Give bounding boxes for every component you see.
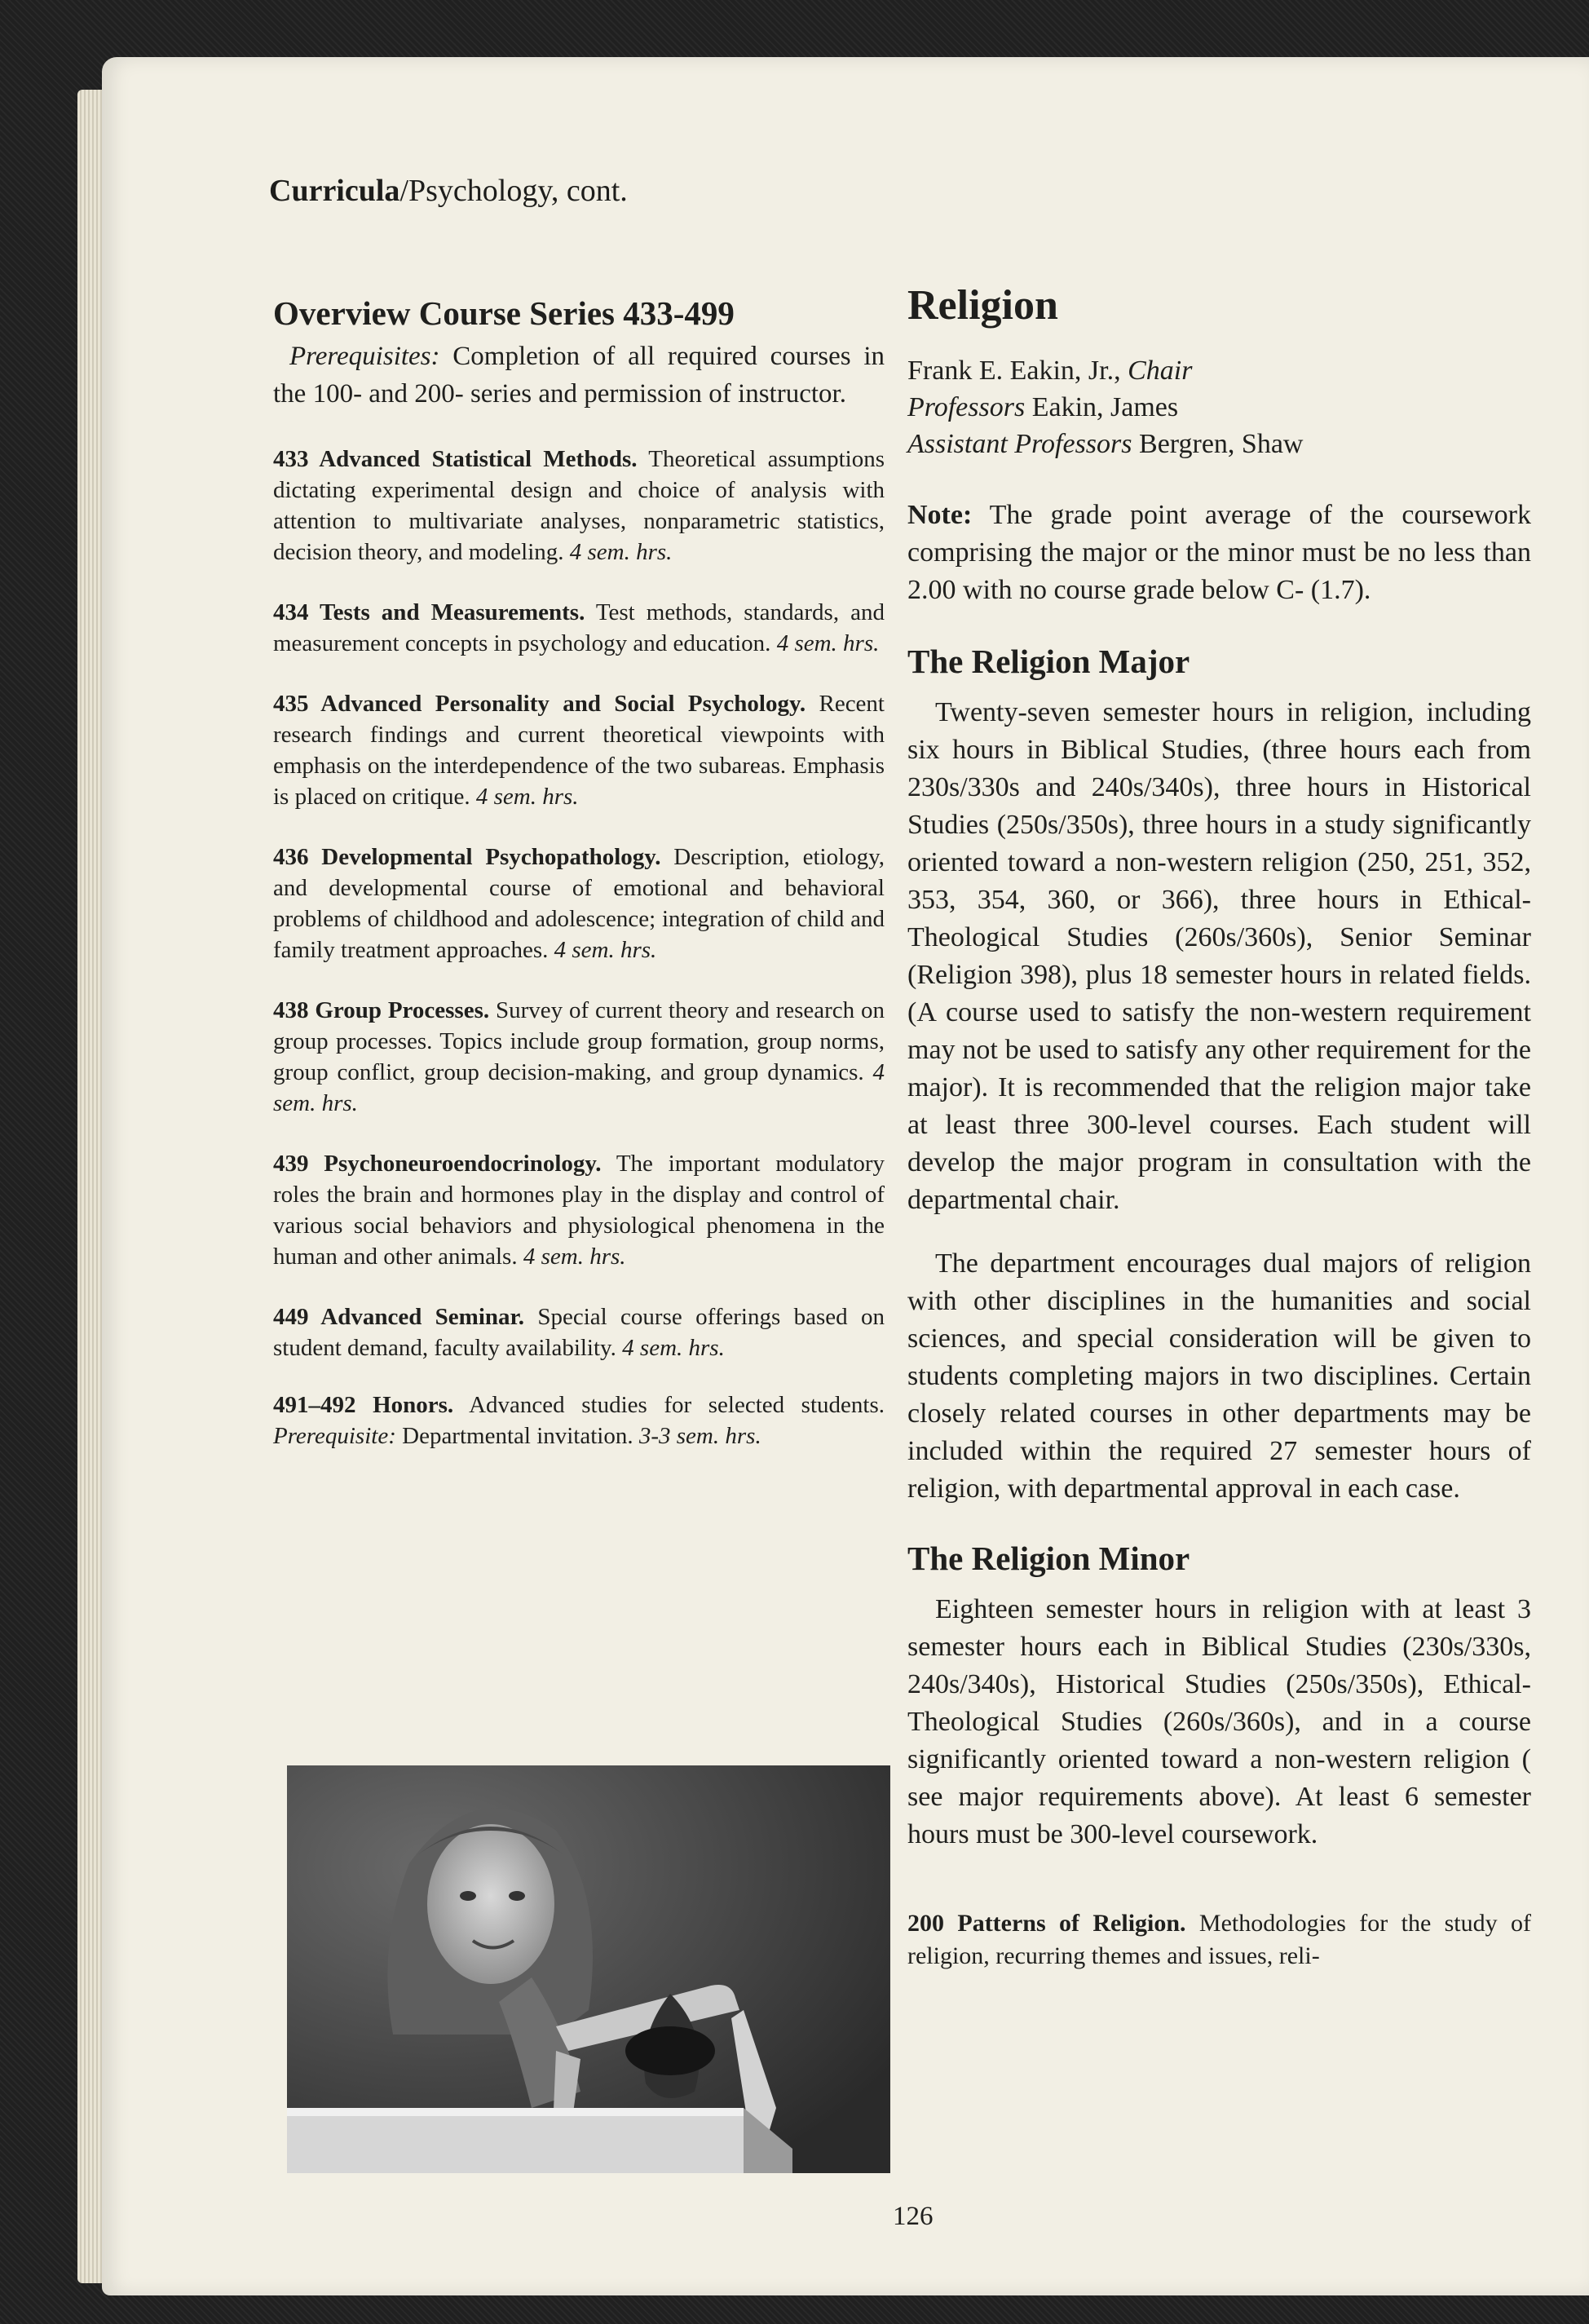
course-449 <box>273 1301 885 1363</box>
minor-paragraph: Eighteen semester hours in religion with at least 3 semester hours each in Biblical Studies (230s/330s, 240s/340s), Historical Studies (250s/350s), Ethical-Theological Studies (260s/360s), and in a course significantly oriented toward a non-western religion ( see major requirements above). At least 6 semester hours must be 300-level coursework. <box>907 1594 1531 1849</box>
course-desc: Advanced studies for selected students. <box>453 1392 885 1418</box>
course-439 <box>273 1148 885 1272</box>
course-name: 491–492 Honors. <box>273 1392 454 1418</box>
course-436 <box>273 842 885 965</box>
course-name: 434 Tests and Measurements. <box>273 599 585 625</box>
faculty-professors <box>907 389 1531 426</box>
faculty-role: Professors <box>907 392 1026 422</box>
course-434 <box>273 597 885 659</box>
course-name: 435 Advanced Personality and Social Psychology. <box>273 691 806 717</box>
course-491-492 <box>273 1390 885 1451</box>
course-433 <box>273 444 885 568</box>
page-number: 126 <box>893 2202 934 2231</box>
course-desc: Description, etiology, and developmental course of emotional and behavioral problems of childhood and adolescence; integration of child and family treatment approaches. <box>273 844 885 963</box>
course-hours: 4 sem. hrs. <box>273 1059 885 1116</box>
faculty-assistant-professors <box>907 426 1531 462</box>
major-paragraph-2: The department encourages dual majors of religion with other disciplines in the humanities and social sciences, and special consideration will be given to students completing majors in two disciplines. Certain closely related courses in other departments may be included within the required 27 semester hours of religion, with departmental approval in each case. <box>907 1248 1531 1504</box>
course-435 <box>273 688 885 812</box>
course-desc: Survey of current theory and research on group processes. Topics include group formation, group norms, group conflict, group decision-making, and group dynamics. <box>273 997 885 1085</box>
course-hours: 3-3 sem. hrs. <box>638 1423 761 1449</box>
student-photo <box>287 1765 890 2173</box>
course-desc: Theoretical assumptions dictating experimental design and choice of analysis with attention to multivariate analyses, nonparametric statistics, decision theory, and modeling. <box>273 446 885 565</box>
overview-prerequisites <box>273 338 885 413</box>
overview-title: Overview Course Series 433-499 <box>273 294 735 332</box>
course-desc: Methodologies for the study of religion, recurring themes and issues, reli- <box>907 1910 1531 1969</box>
right-column <box>907 281 1531 1973</box>
course-name: 436 Developmental Psychopathology. <box>273 844 661 870</box>
course-200 <box>907 1907 1531 1973</box>
grade-note <box>907 497 1531 609</box>
course-desc: Test methods, standards, and measurement concepts in psychology and education. <box>273 599 885 656</box>
prereq-label: Prerequisites: <box>289 342 440 371</box>
faculty-chair <box>907 352 1531 389</box>
faculty-name: Bergren, Shaw <box>1132 429 1304 459</box>
faculty-name: Eakin, James <box>1025 392 1179 422</box>
course-name: 449 Advanced Seminar. <box>273 1304 524 1330</box>
course-hours: 4 sem. hrs. <box>475 784 579 810</box>
course-hours: 4 sem. hrs. <box>523 1244 626 1270</box>
religion-title: Religion <box>907 282 1058 329</box>
note-text: The grade point average of the coursework comprising the major or the minor must be no less than 2.00 with no course grade below C- (1.7). <box>907 500 1531 605</box>
course-desc-2: Departmental invitation. <box>395 1423 639 1449</box>
running-head <box>269 173 628 209</box>
course-name: 439 Psychoneuroendocrinology. <box>273 1151 602 1177</box>
course-desc: Recent research findings and current theoretical viewpoints with emphasis on the interdependence of the two subareas. Emphasis is placed on critique. <box>273 691 885 810</box>
course-name: 200 Patterns of Religion. <box>907 1910 1186 1937</box>
course-438 <box>273 995 885 1119</box>
major-paragraph-1: Twenty-seven semester hours in religion, including six hours in Biblical Studies, (three hours each from 230s/330s and 240s/340s), three hours in Historical Studies (250s/350s), three hours in a study significantly oriented toward a non-western religion (250, 251, 352, 353, 354, 360, or 366), three hours in Ethical-Theological Studies (260s/360s), Senior Seminar (Religion 398), plus 18 semester hours in related fields. (A course used to satisfy the non-western requirement may not be used to satisfy any other requirement for the major). It is recommended that the religion major take at least three 300-level courses. Each student will develop the major program in consultation with the departmental chair. <box>907 697 1531 1215</box>
prereq-text: Completion of all required courses in the 100- and 200- series and permission of instructor. <box>273 342 885 409</box>
left-column <box>273 294 885 1451</box>
course-hours: 4 sem. hrs. <box>569 539 673 565</box>
faculty-role: Chair <box>1128 356 1193 386</box>
faculty-role: Assistant Professors <box>907 429 1132 459</box>
course-hours: 4 sem. hrs. <box>622 1335 725 1361</box>
minor-title: The Religion Minor <box>907 1540 1190 1577</box>
course-name: 433 Advanced Statistical Methods. <box>273 446 638 472</box>
major-title: The Religion Major <box>907 643 1190 680</box>
course-desc: Special course offerings based on student demand, faculty availability. <box>273 1304 885 1361</box>
course-hours: 4 sem. hrs. <box>554 937 657 963</box>
faculty-name: Frank E. Eakin, Jr., <box>907 356 1128 386</box>
prereq-label: Prerequisite: <box>273 1423 396 1449</box>
course-desc: The important modulatory roles the brain and hormones play in the display and control of various social behaviors and physiological phenomena in the human and other animals. <box>273 1151 885 1270</box>
running-head-section: Curricula <box>269 174 400 208</box>
note-label: Note: <box>907 500 973 530</box>
course-hours: 4 sem. hrs. <box>776 630 880 656</box>
running-head-subject: /Psychology, cont. <box>399 174 628 208</box>
course-name: 438 Group Processes. <box>273 997 490 1023</box>
